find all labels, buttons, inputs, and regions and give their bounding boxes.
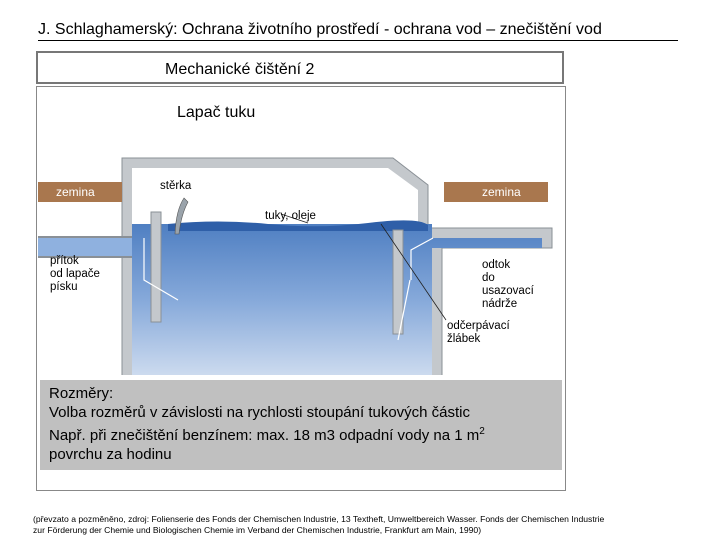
info-heading: Rozměry: xyxy=(49,385,114,402)
outflow-label: odtok do usazovací nádrže xyxy=(482,259,534,310)
outlet-baffle xyxy=(393,230,403,334)
inflow-label: přítok od lapače písku xyxy=(50,255,100,293)
info-line: Volba rozměrů v závislosti na rychlosti stoupání tukových částic xyxy=(49,404,471,421)
fats-label: tuky, oleje xyxy=(265,210,316,222)
soil-label-right: zemina xyxy=(444,182,548,202)
source-citation: (převzato a pozměněno, zdroj: Folienserie des Fonds der Chemischen Industrie, 13 Textheft, Umweltbereich Wasser. Fonds der Chemischen Industrie zur Förderung der Chemie und Biologischen Chemie im Verband der Chemischen Industrie, Frankfurt am Main, 1990) xyxy=(33,514,605,535)
inflow-pipe xyxy=(38,238,132,256)
soil-label-left: zemina xyxy=(38,182,122,202)
pump-channel-label: odčerpávací žlábek xyxy=(447,320,510,345)
page-header: J. Schlaghamerský: Ochrana životního prostředí - ochrana vod – znečištění vod xyxy=(38,20,678,41)
info-line: povrchu za hodinu xyxy=(49,446,172,463)
diagram-title: Lapač tuku xyxy=(177,104,256,121)
info-line: Např. při znečištění benzínem: max. 18 m3 odpadní vody na 1 $m^2$ xyxy=(49,426,485,444)
dimensions-info-box xyxy=(40,380,562,470)
scraper-label: stěrka xyxy=(160,180,192,192)
inlet-baffle xyxy=(151,212,161,322)
slide-subtitle: Mechanické čištění 2 xyxy=(165,61,315,78)
water-body xyxy=(132,224,542,375)
